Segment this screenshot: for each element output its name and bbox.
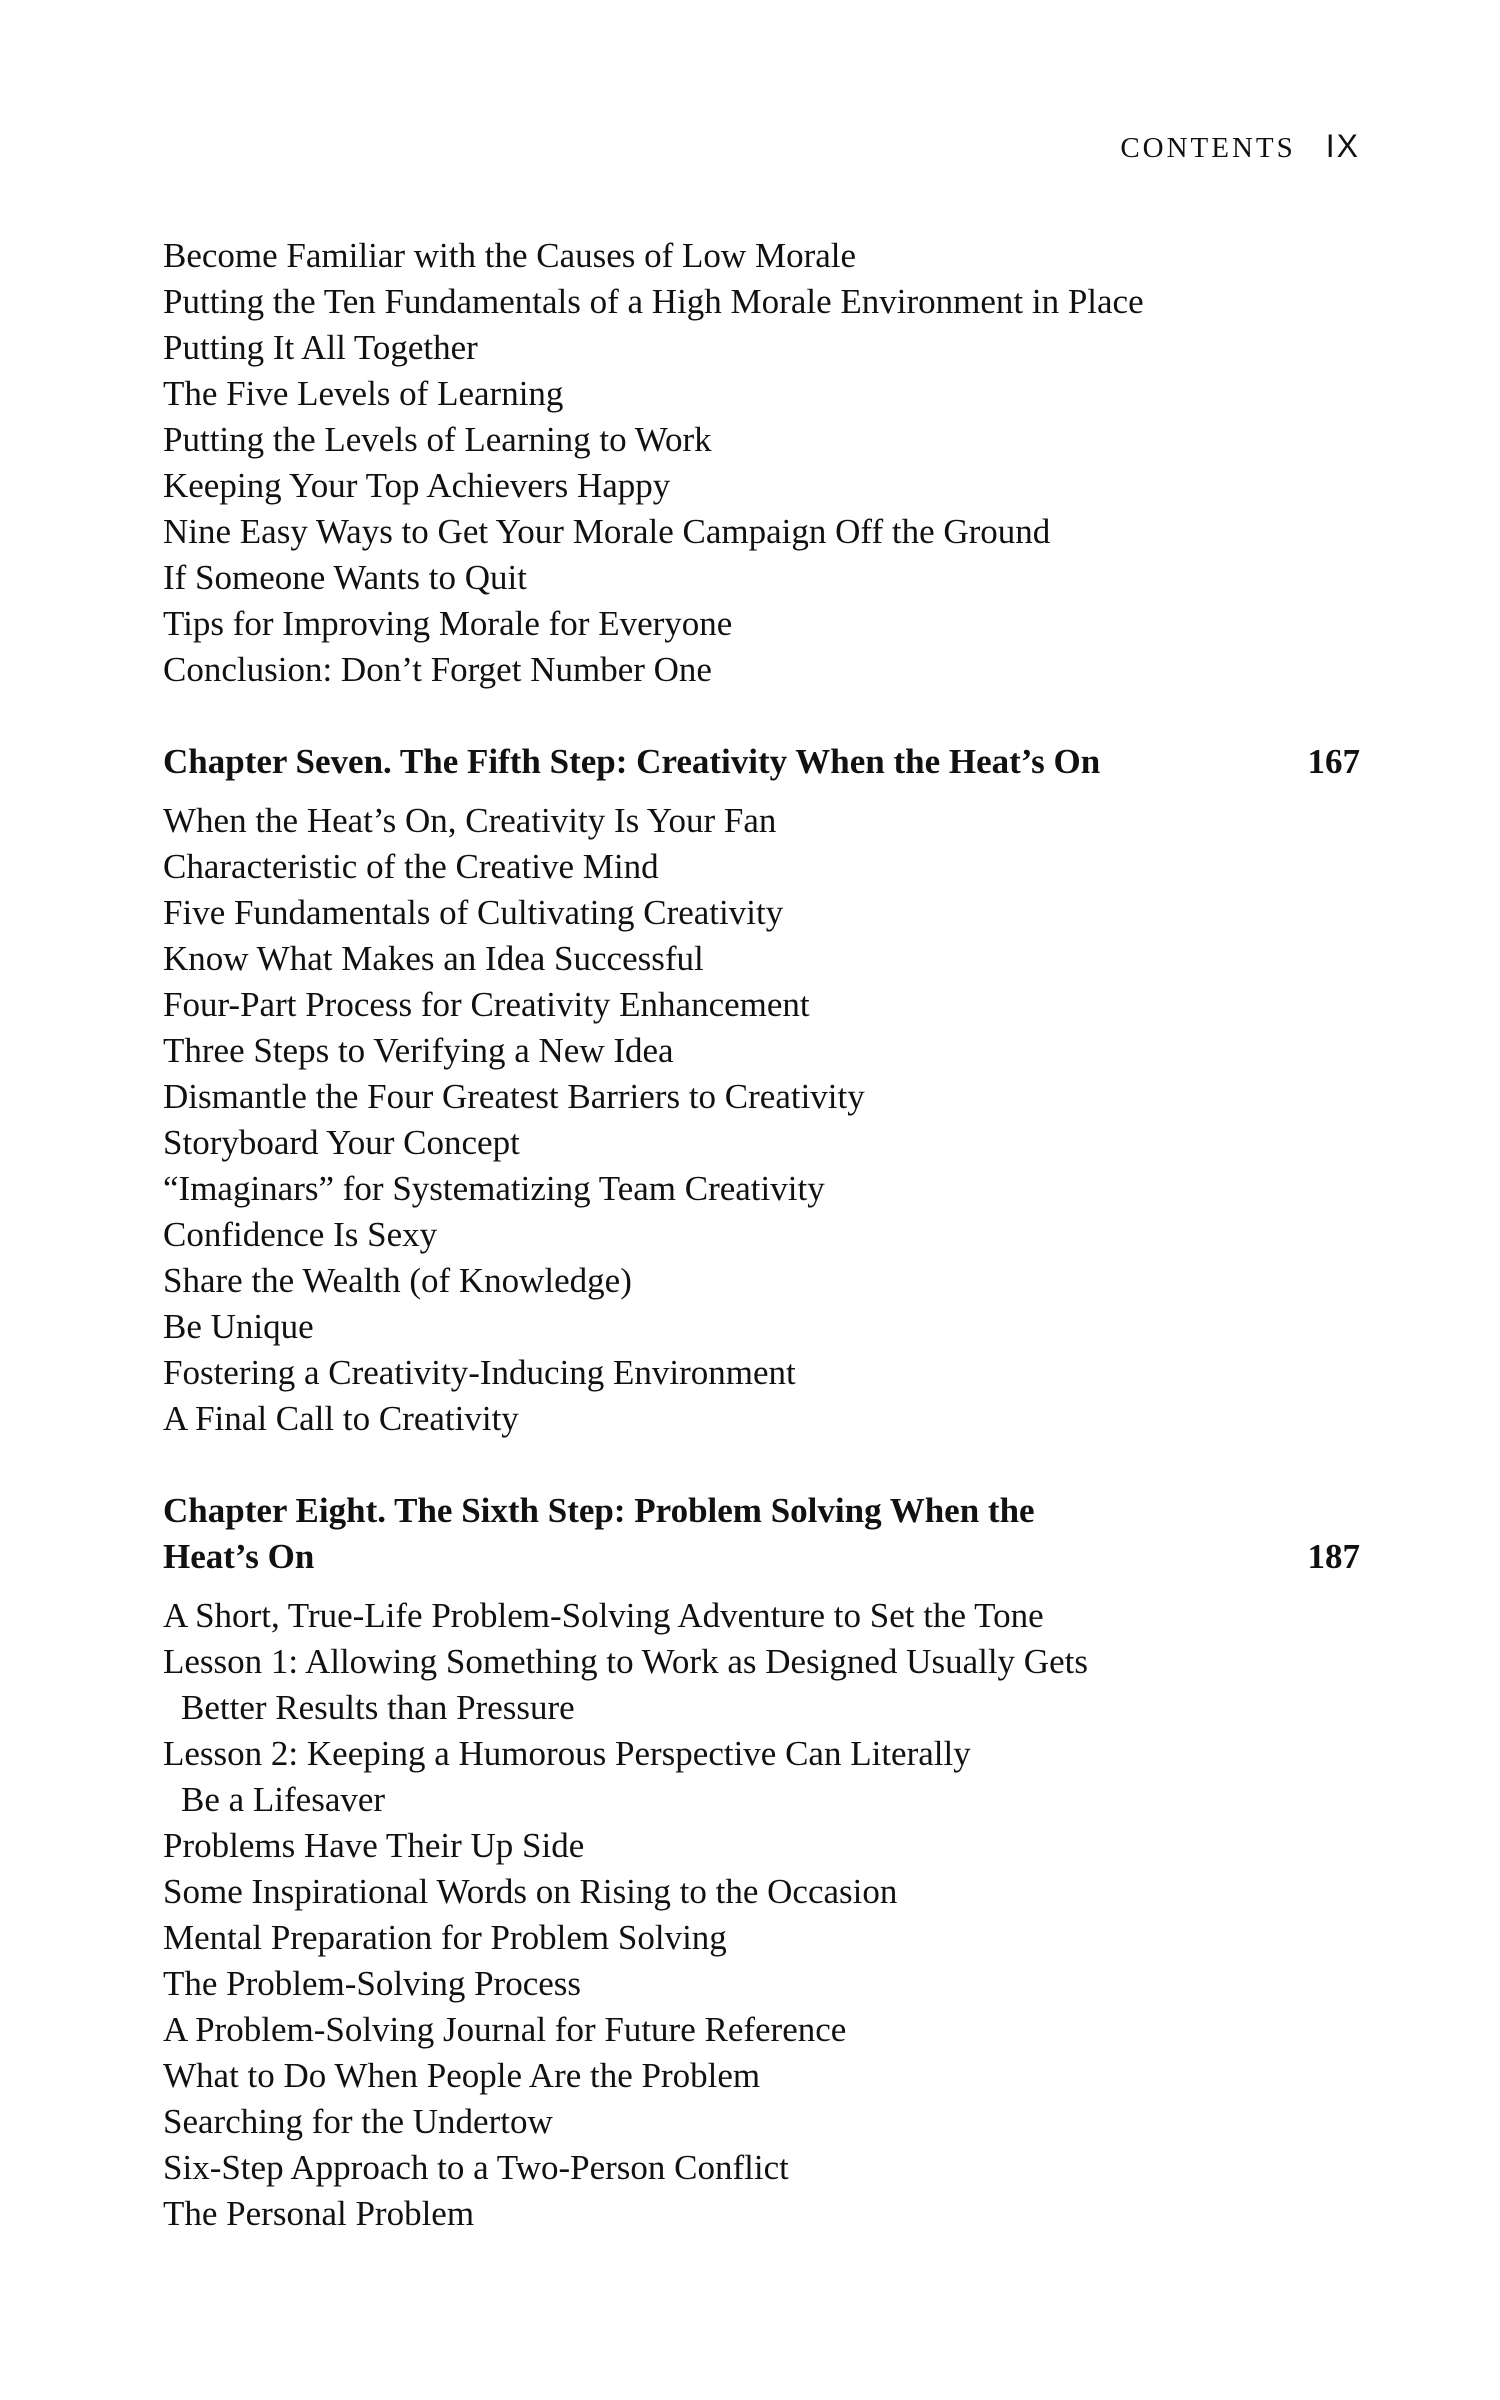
toc-entry[interactable]: A Final Call to Creativity bbox=[163, 1399, 519, 1438]
toc-entry[interactable]: Five Fundamentals of Cultivating Creativity bbox=[163, 893, 784, 932]
toc-entry[interactable] bbox=[163, 1593, 1360, 1639]
toc-entry[interactable]: Conclusion: Don’t Forget Number One bbox=[163, 650, 712, 689]
chapter-eight-heading[interactable] bbox=[163, 1488, 1360, 1580]
toc-entry-text: Searching for the Undertow bbox=[163, 2102, 553, 2141]
page-folio: IX bbox=[1325, 128, 1360, 164]
running-head-label: CONTENTS bbox=[1120, 132, 1296, 164]
toc-entry[interactable]: Share the Wealth (of Knowledge) bbox=[163, 1261, 632, 1300]
toc-entry[interactable]: Become Familiar with the Causes of Low Morale bbox=[163, 236, 857, 275]
toc-entry[interactable]: Putting the Ten Fundamentals of a High Morale Environment in Place bbox=[163, 282, 1144, 321]
toc-entry-text: The Problem-Solving Process bbox=[163, 1964, 582, 2003]
contents-body bbox=[163, 233, 1360, 2237]
toc-entry-text: Mental Preparation for Problem Solving bbox=[163, 1918, 727, 1957]
toc-entry[interactable]: Putting the Levels of Learning to Work bbox=[163, 420, 712, 459]
toc-entry[interactable]: Three Steps to Verifying a New Idea bbox=[163, 1031, 674, 1070]
toc-entry[interactable] bbox=[163, 1915, 1360, 1961]
toc-entry-text: Lesson 1: Allowing Something to Work as Designed Usually Gets bbox=[163, 1642, 1088, 1681]
toc-entry-text: Lesson 2: Keeping a Humorous Perspective Can Literally bbox=[163, 1734, 971, 1773]
toc-entry[interactable] bbox=[163, 1869, 1360, 1915]
toc-entry[interactable] bbox=[163, 2099, 1360, 2145]
chapter-seven-heading[interactable] bbox=[163, 739, 1360, 785]
toc-entry[interactable]: Storyboard Your Concept bbox=[163, 1123, 520, 1162]
toc-entry[interactable]: Keeping Your Top Achievers Happy bbox=[163, 466, 671, 505]
toc-entry[interactable]: Nine Easy Ways to Get Your Morale Campaign Off the Ground bbox=[163, 512, 1051, 551]
toc-entry-text: Some Inspirational Words on Rising to the Occasion bbox=[163, 1872, 898, 1911]
toc-entry[interactable] bbox=[163, 2191, 1360, 2237]
toc-entry-text: A Problem-Solving Journal for Future Reference bbox=[163, 2010, 847, 2049]
toc-entry[interactable]: Characteristic of the Creative Mind bbox=[163, 847, 659, 886]
toc-entry[interactable]: Tips for Improving Morale for Everyone bbox=[163, 604, 733, 643]
toc-entry-text: A Short, True-Life Problem-Solving Adventure to Set the Tone bbox=[163, 1596, 1044, 1635]
toc-entry-continuation: Better Results than Pressure bbox=[181, 1688, 575, 1727]
chapter-title: Chapter Seven. The Fifth Step: Creativity When the Heat’s On bbox=[163, 742, 1101, 781]
chapter-eight-entry-list bbox=[163, 1593, 1360, 2237]
toc-entry[interactable]: “Imaginars” for Systematizing Team Creativity bbox=[163, 1169, 825, 1208]
toc-entry[interactable] bbox=[163, 1961, 1360, 2007]
toc-entry[interactable]: Putting It All Together bbox=[163, 328, 478, 367]
chapter-page-number: 187 bbox=[1307, 1537, 1360, 1576]
chapter-title bbox=[163, 1488, 1268, 1580]
toc-entry[interactable]: Fostering a Creativity-Inducing Environment bbox=[163, 1353, 796, 1392]
toc-entry[interactable]: Confidence Is Sexy bbox=[163, 1215, 438, 1254]
toc-entry[interactable]: The Five Levels of Learning bbox=[163, 374, 564, 413]
toc-entry[interactable] bbox=[163, 1639, 1360, 1731]
toc-entry-text: What to Do When People Are the Problem bbox=[163, 2056, 761, 2095]
chapter-title-line: Heat’s On bbox=[163, 1537, 315, 1576]
toc-entry[interactable] bbox=[163, 1731, 1360, 1823]
toc-entry[interactable]: Dismantle the Four Greatest Barriers to Creativity bbox=[163, 1077, 865, 1116]
toc-entry-text: Six-Step Approach to a Two-Person Conflict bbox=[163, 2148, 789, 2187]
toc-entry[interactable]: When the Heat’s On, Creativity Is Your Fan bbox=[163, 801, 777, 840]
toc-entry[interactable]: Know What Makes an Idea Successful bbox=[163, 939, 704, 978]
toc-entry-text: The Personal Problem bbox=[163, 2194, 475, 2233]
toc-entry[interactable]: If Someone Wants to Quit bbox=[163, 558, 527, 597]
chapter-title-line: Chapter Eight. The Sixth Step: Problem Solving When the bbox=[163, 1491, 1035, 1530]
toc-entry[interactable]: Four-Part Process for Creativity Enhancement bbox=[163, 985, 810, 1024]
toc-entry-text: Problems Have Their Up Side bbox=[163, 1826, 585, 1865]
running-head bbox=[1120, 128, 1360, 165]
toc-entry[interactable] bbox=[163, 1823, 1360, 1869]
intro-entry-list bbox=[163, 233, 1360, 693]
chapter-page-number: 167 bbox=[1307, 742, 1360, 781]
toc-entry[interactable] bbox=[163, 2053, 1360, 2099]
toc-entry[interactable] bbox=[163, 2145, 1360, 2191]
toc-entry[interactable]: Be Unique bbox=[163, 1307, 314, 1346]
chapter-seven-entry-list bbox=[163, 798, 1360, 1442]
toc-entry-continuation: Be a Lifesaver bbox=[181, 1780, 386, 1819]
toc-entry[interactable] bbox=[163, 2007, 1360, 2053]
